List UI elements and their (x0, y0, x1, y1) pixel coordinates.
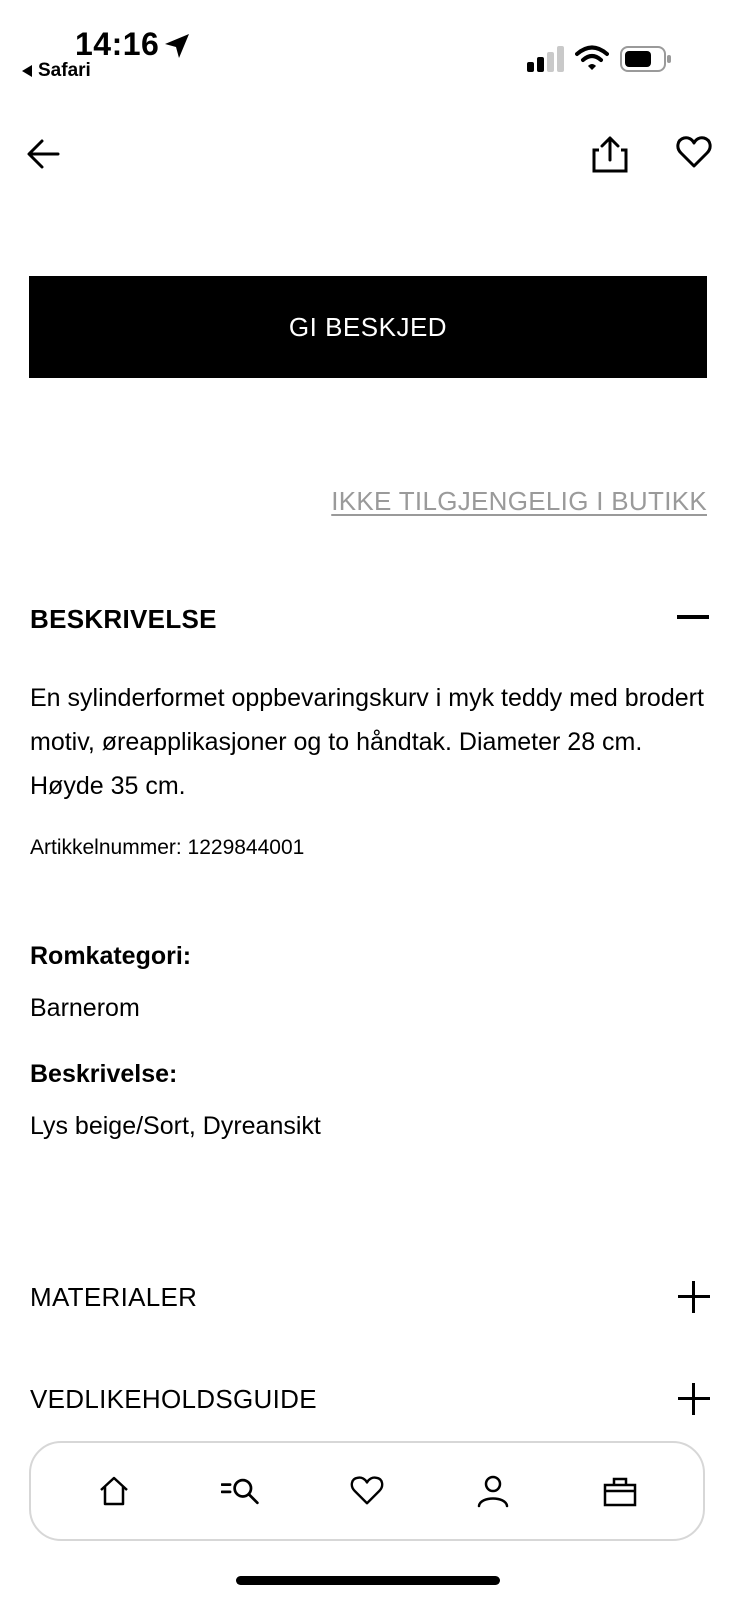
back-triangle-icon (22, 65, 32, 77)
collapse-minus-icon[interactable] (677, 615, 709, 619)
search-icon (221, 1474, 261, 1508)
accordion-materials[interactable] (30, 1272, 710, 1322)
bag-icon (603, 1475, 637, 1507)
store-availability-link[interactable]: IKKE TILGJENGELIG I BUTIKK (331, 486, 707, 516)
home-icon (98, 1475, 130, 1507)
account-icon (476, 1474, 510, 1508)
description-section-title[interactable]: BESKRIVELSE (30, 604, 217, 634)
notify-me-button[interactable]: GI BESKJED (29, 276, 707, 378)
battery-icon (620, 46, 672, 72)
share-icon[interactable] (592, 134, 628, 174)
color-description-value: Lys beige/Sort, Dyreansikt (30, 1112, 321, 1140)
back-arrow-icon[interactable] (26, 136, 62, 172)
back-to-safari[interactable] (22, 60, 91, 82)
tab-search[interactable] (221, 1471, 261, 1511)
accordion-care-guide-label: VEDLIKEHOLDSGUIDE (30, 1383, 317, 1414)
location-arrow-icon (163, 32, 191, 60)
wifi-icon (575, 44, 609, 72)
status-time: 14:16 (75, 26, 160, 62)
plus-icon (678, 1383, 710, 1415)
room-category-value: Barnerom (30, 994, 140, 1022)
accordion-materials-label: MATERIALER (30, 1281, 198, 1312)
color-description-label: Beskrivelse: (30, 1060, 178, 1088)
tab-favorites[interactable] (347, 1471, 387, 1511)
cellular-signal-icon (527, 46, 567, 72)
tab-account[interactable] (473, 1471, 513, 1511)
article-number: Artikkelnummer: 1229844001 (30, 836, 305, 859)
back-app-label: Safari (38, 60, 91, 81)
tab-home[interactable] (94, 1471, 134, 1511)
tab-bag[interactable] (600, 1471, 640, 1511)
room-category-label: Romkategori: (30, 942, 192, 970)
heart-icon (350, 1475, 384, 1507)
favorite-heart-icon[interactable] (676, 134, 712, 170)
accordion-care-guide[interactable] (30, 1374, 710, 1424)
bottom-tab-bar (29, 1441, 705, 1541)
plus-icon (678, 1281, 710, 1313)
home-indicator (236, 1576, 500, 1585)
description-text: En sylinderformet oppbevaringskurv i myk teddy med brodert motiv, øreapplikasjoner og to håndtak. Diameter 28 cm. Høyde 35 cm. (30, 684, 704, 800)
